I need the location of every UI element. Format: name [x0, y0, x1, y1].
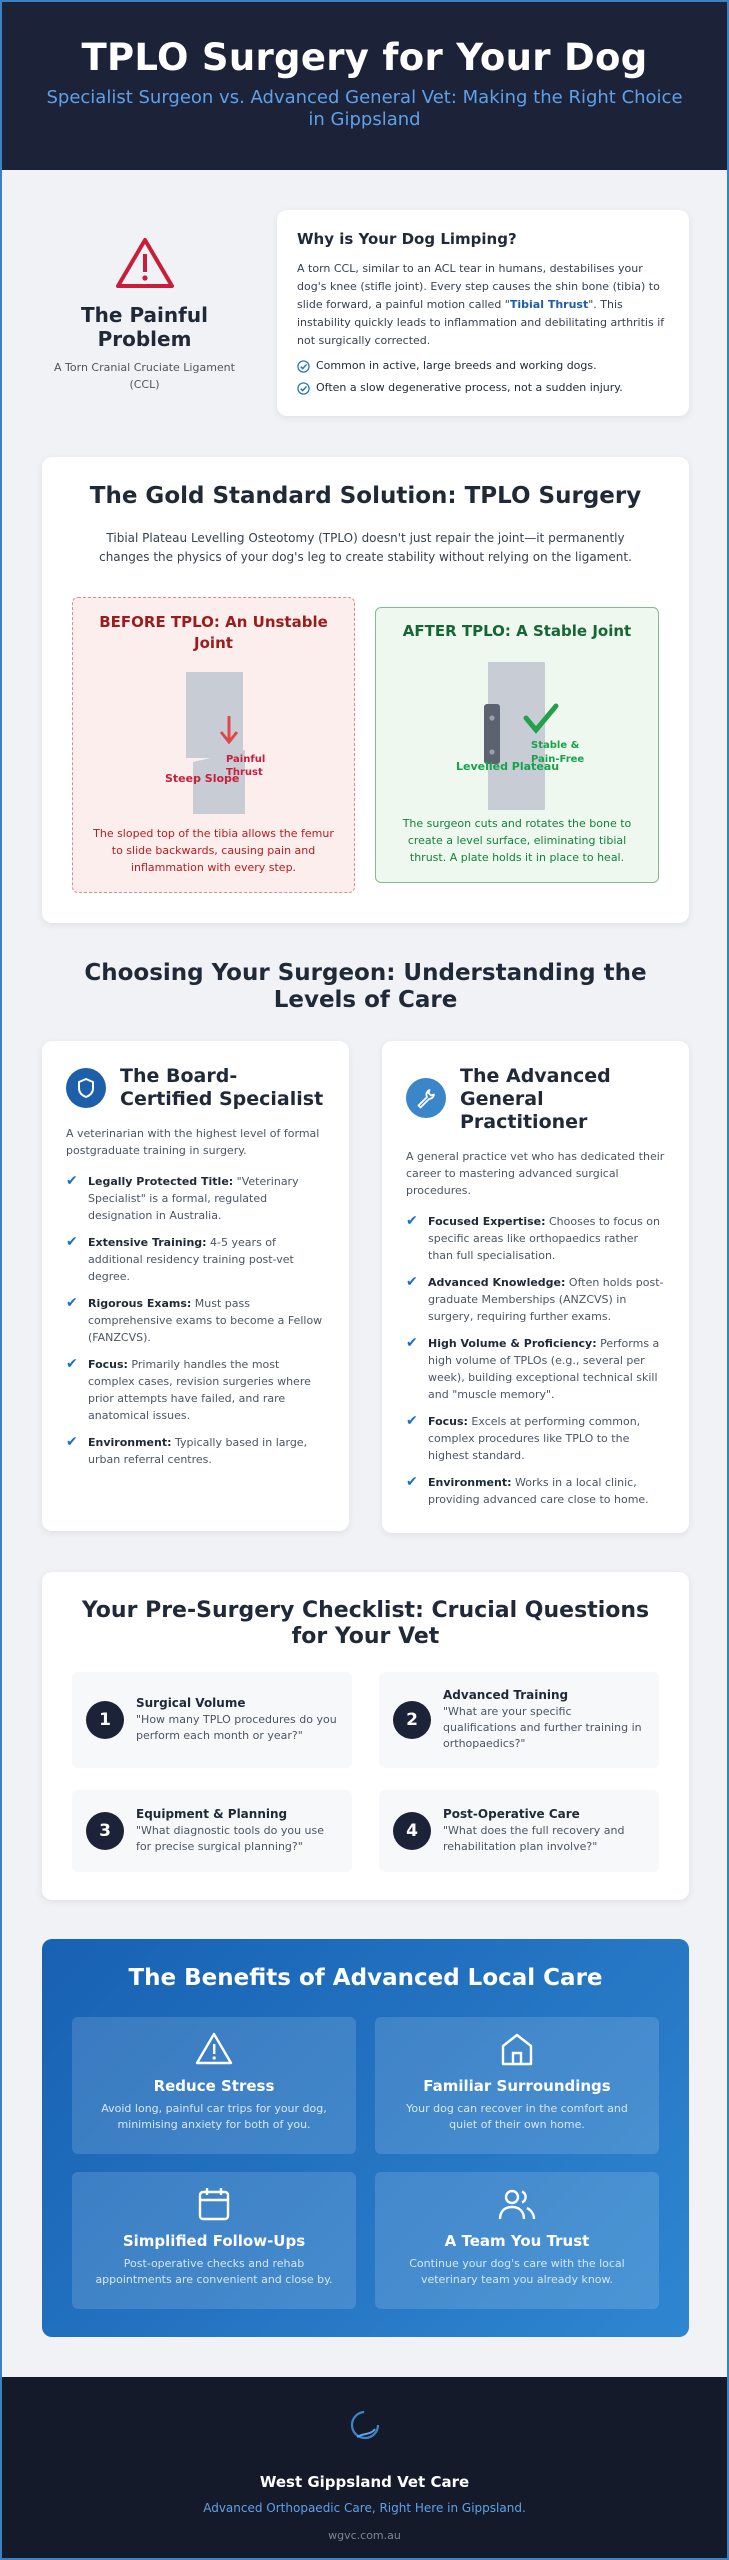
levels-title: Choosing Your Surgeon: Understanding the Levels of Care — [84, 960, 647, 1013]
check-icon: ✔ — [66, 1295, 78, 1311]
benefit-card: Simplified Follow-Ups Post-operative checks and rehab appointments are convenient and close by. — [72, 2172, 356, 2309]
levelled-plateau-label: Levelled Plateau — [456, 760, 560, 773]
checklist-title: Your Pre-Surgery Checklist: Crucial Questions for Your Vet — [81, 1598, 650, 1649]
benefits-section — [42, 1939, 689, 2337]
checklist-item: 1 Surgical Volume "How many TPLO procedures do you perform each month or year?" — [72, 1672, 352, 1768]
problem-subtitle: A Torn Cranial Cruciate Ligament (CCL) — [54, 361, 235, 391]
list-item: ✔ High Volume & Proficiency: Performs a high volume of TPLOs (e.g., several per week), building exceptional technical skill and "muscle memory". — [406, 1335, 660, 1401]
before-title: BEFORE TPLO: An Unstable Joint — [99, 613, 328, 652]
gold-title: The Gold Standard Solution: TPLO Surgery — [89, 483, 642, 509]
list-item: Common in active, large breeds and working dogs. — [297, 358, 669, 374]
clinic-url[interactable]: wgvc.com.au — [328, 2529, 401, 2542]
list-item: ✔ Environment: Typically based in large, urban referral centres. — [66, 1434, 308, 1466]
shield-icon — [66, 1068, 106, 1108]
stable-joint-diagram — [376, 656, 660, 816]
clinic-name: West Gippsland Vet Care — [259, 2473, 470, 2491]
page-title: TPLO Surgery for Your Dog — [81, 36, 648, 79]
general-title: The Advanced General Practitioner — [460, 1065, 611, 1133]
list-item: ✔ Focus: Primarily handles the most complex cases, revision surgeries where prior attempts have failed, and rare anatomical issues. — [66, 1356, 311, 1422]
warning-icon — [194, 2031, 234, 2067]
warning-icon — [115, 237, 175, 289]
problem-points — [297, 358, 669, 396]
benefits-title: The Benefits of Advanced Local Care — [128, 1965, 603, 1991]
general-practitioner-card — [382, 1041, 689, 1533]
after-title: AFTER TPLO: A Stable Joint — [402, 622, 632, 640]
page-subtitle: Specialist Surgeon vs. Advanced General Vet: Making the Right Choice in Gippsland — [46, 87, 683, 130]
why-text: A torn CCL, similar to an ACL tear in humans, destabilises your dog's knee (stifle joint). Every step causes the shin bone (tibia) to slide forward, a painful motion called "Tibial Thrust". This instability quickly leads to inflammation and debilitating arthritis if not surgically corrected. — [297, 262, 665, 347]
tibial-thrust-highlight: Tibial Thrust — [509, 298, 589, 311]
checklist-card — [42, 1572, 689, 1900]
check-icon: ✔ — [406, 1335, 418, 1351]
before-tplo-panel — [72, 597, 355, 893]
number-badge: 2 — [393, 1701, 431, 1739]
page-header — [2, 2, 727, 170]
list-item: ✔ Extensive Training: 4-5 years of additional residency training post-vet degree. — [66, 1234, 294, 1283]
checklist-item: 3 Equipment & Planning "What diagnostic tools do you use for precise surgical planning?" — [72, 1790, 352, 1872]
general-list — [406, 1213, 665, 1508]
number-badge: 3 — [86, 1812, 124, 1850]
check-circle-icon — [297, 360, 310, 373]
benefit-card: Reduce Stress Avoid long, painful car trips for your dog, minimising anxiety for both of you. — [72, 2017, 356, 2154]
why-limping-card — [277, 210, 689, 416]
wrench-icon — [406, 1078, 446, 1118]
specialist-title: The Board-Certified Specialist — [120, 1065, 324, 1110]
check-icon: ✔ — [406, 1474, 418, 1490]
page-footer — [2, 2377, 727, 2558]
general-desc: A general practice vet who has dedicated their career to mastering advanced surgical procedures. — [406, 1150, 665, 1197]
problem-panel — [42, 237, 247, 393]
list-item: ✔ Environment: Works in a local clinic, providing advanced care close to home. — [406, 1474, 649, 1506]
problem-title: The Painful Problem — [81, 303, 208, 351]
list-item: ✔ Rigorous Exams: Must pass comprehensive exams to become a Fellow (FANZCVS). — [66, 1295, 323, 1344]
check-icon: ✔ — [66, 1173, 78, 1189]
gold-intro: Tibial Plateau Levelling Osteotomy (TPLO) doesn't just repair the joint—it permanently changes the physics of your dog's leg to create stability without relying on the ligament. — [99, 531, 632, 564]
specialist-desc: A veterinarian with the highest level of formal postgraduate training in surgery. — [66, 1127, 320, 1157]
checklist-item: 4 Post-Operative Care "What does the full recovery and rehabilitation plan involve?" — [379, 1790, 659, 1872]
unstable-joint-diagram — [73, 666, 356, 816]
specialist-card — [42, 1041, 349, 1531]
check-circle-icon — [297, 382, 310, 395]
list-item: ✔ Legally Protected Title: "Veterinary Specialist" is a formal, regulated designation in Australia. — [66, 1173, 299, 1222]
team-icon — [497, 2186, 537, 2222]
check-icon: ✔ — [66, 1356, 78, 1372]
check-icon: ✔ — [66, 1234, 78, 1250]
check-icon: ✔ — [66, 1434, 78, 1450]
stable-pain-free-label: Stable & Pain-Free — [531, 740, 585, 765]
painful-thrust-label: Painful Thrust — [226, 754, 266, 778]
number-badge: 1 — [86, 1701, 124, 1739]
home-icon — [497, 2031, 537, 2067]
clinic-tagline: Advanced Orthopaedic Care, Right Here in Gippsland. — [203, 2501, 526, 2515]
list-item: ✔ Advanced Knowledge: Often holds post-graduate Memberships (ANZCVS) in surgery, requiring further exams. — [406, 1274, 664, 1323]
list-item: Often a slow degenerative process, not a sudden injury. — [297, 380, 669, 396]
steep-slope-label: Steep Slope — [165, 772, 240, 785]
why-title: Why is Your Dog Limping? — [297, 230, 517, 248]
number-badge: 4 — [393, 1812, 431, 1850]
check-icon: ✔ — [406, 1413, 418, 1429]
after-tplo-panel — [375, 607, 659, 883]
check-icon: ✔ — [406, 1213, 418, 1229]
after-text: The surgeon cuts and rotates the bone to create a level surface, eliminating tibial thrust. A plate holds it in place to heal. — [402, 817, 632, 864]
calendar-icon — [194, 2186, 234, 2222]
checklist-item: 2 Advanced Training "What are your specific qualifications and further training in orthopaedics?" — [379, 1672, 659, 1768]
specialist-list — [66, 1173, 325, 1468]
benefit-card: Familiar Surroundings Your dog can recover in the comfort and quiet of their own home. — [375, 2017, 659, 2154]
before-text: The sloped top of the tibia allows the femur to slide backwards, causing pain and inflammation with every step. — [93, 827, 334, 874]
list-item: ✔ Focused Expertise: Chooses to focus on specific areas like orthopaedics rather than full specialisation. — [406, 1213, 660, 1262]
benefit-card: A Team You Trust Continue your dog's care with the local veterinary team you already know. — [375, 2172, 659, 2309]
check-icon: ✔ — [406, 1274, 418, 1290]
clinic-logo-icon — [345, 2405, 385, 2445]
gold-standard-card — [42, 457, 689, 923]
list-item: ✔ Focus: Excels at performing common, complex procedures like TPLO to the highest standard. — [406, 1413, 641, 1462]
